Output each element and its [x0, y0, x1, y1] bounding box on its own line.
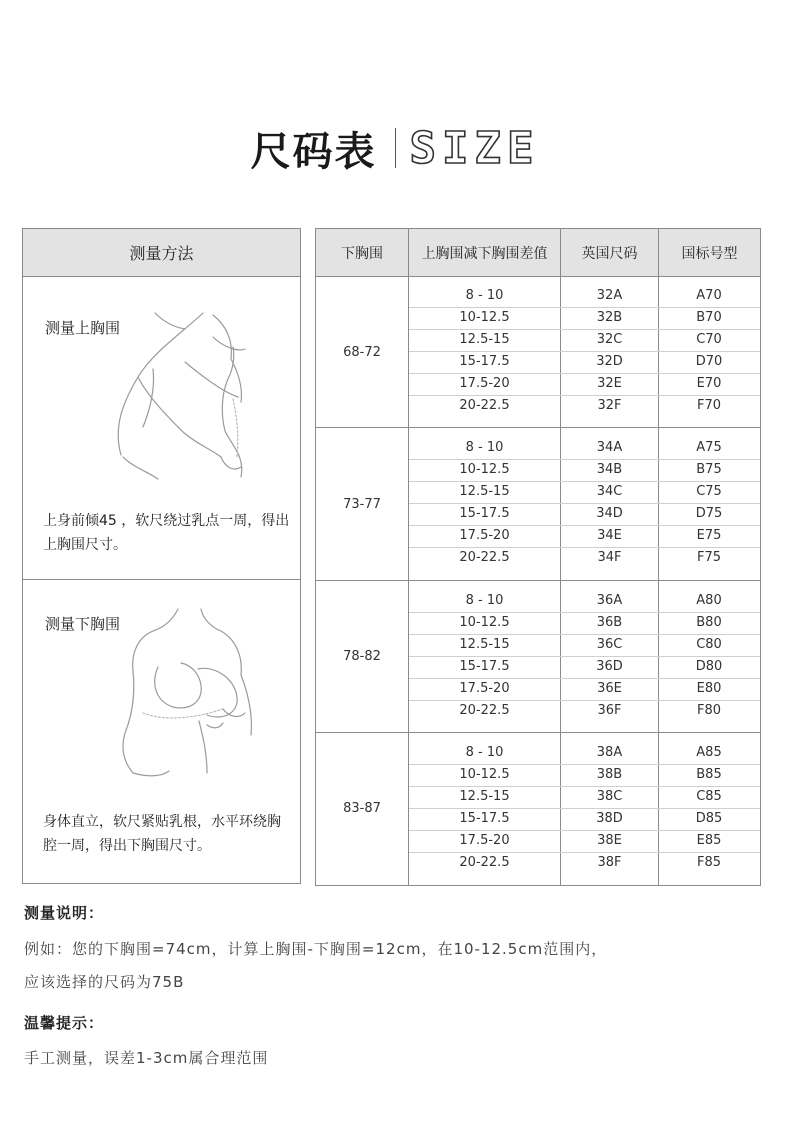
intl-size-cell: C75: [696, 484, 722, 500]
uk-size-cell: 34E: [597, 528, 622, 544]
table-row: [409, 742, 760, 764]
uk-size-cell: 34F: [597, 550, 622, 566]
title-english: SIZE: [409, 122, 540, 174]
size-group: [316, 276, 760, 428]
upper-bust-title: 测量上胸围: [45, 319, 121, 337]
uk-size-cell: 34B: [596, 462, 623, 478]
difference-cell: 20-22.5: [459, 398, 510, 413]
difference-cell: 10-12.5: [459, 614, 510, 630]
difference-cell: 17.5-20: [459, 376, 510, 391]
under-bust-description: 身体直立，软尺紧贴乳根，水平环绕胸腔一周，得出下胸围尺寸。: [43, 814, 281, 854]
measure-note-line1: 例如：您的下胸围=74cm，计算上胸围-下胸围=12cm，在10-12.5cm范围内，: [24, 940, 608, 958]
intl-size-cell: B80: [696, 614, 722, 630]
uk-size-cell: 34C: [596, 484, 623, 500]
difference-cell: 20-22.5: [459, 702, 510, 718]
uk-size-cell: 34A: [596, 440, 623, 456]
intl-size-cell: D85: [695, 810, 723, 826]
difference-cell: 20-22.5: [459, 854, 510, 870]
table-row: [409, 285, 760, 307]
underbust-range: 68-72: [343, 344, 381, 360]
difference-cell: 15-17.5: [459, 810, 510, 826]
header-intl-size: 国标号型: [681, 245, 738, 262]
intl-size-cell: B70: [696, 310, 722, 325]
intl-size-cell: D80: [695, 658, 723, 674]
table-row: [409, 656, 760, 678]
underbust-range: 73-77: [343, 496, 381, 512]
table-row: [409, 437, 760, 459]
table-row: [409, 503, 760, 525]
header-uk-size: 英国尺码: [581, 245, 638, 262]
table-row: [409, 830, 760, 852]
intl-size-cell: D70: [695, 354, 723, 369]
size-group: [316, 733, 760, 885]
uk-size-cell: 38C: [596, 788, 623, 804]
uk-size-cell: 36B: [596, 614, 623, 630]
uk-size-cell: 36D: [596, 658, 623, 674]
intl-size-cell: B85: [696, 766, 722, 782]
difference-cell: 10-12.5: [459, 462, 510, 478]
intl-size-cell: C85: [696, 788, 722, 804]
difference-cell: 20-22.5: [459, 550, 510, 566]
intl-size-cell: C70: [696, 332, 722, 347]
measure-note-line2: 应该选择的尺码为75B: [24, 973, 185, 991]
table-row: [409, 612, 760, 634]
underbust-range: 83-87: [343, 801, 381, 817]
under-bust-section: [23, 580, 300, 883]
tip-title: 温馨提示：: [24, 1014, 105, 1032]
table-row: [409, 786, 760, 808]
uk-size-cell: 32D: [596, 354, 623, 369]
difference-cell: 10-12.5: [459, 766, 510, 782]
uk-size-cell: 32B: [596, 310, 623, 325]
table-row: [409, 634, 760, 656]
size-table: [315, 228, 761, 886]
uk-size-cell: 32F: [597, 398, 622, 413]
header-underbust: 下胸围: [341, 245, 383, 262]
table-row: [409, 329, 760, 351]
uk-size-cell: 38D: [596, 810, 623, 826]
table-row: [409, 547, 760, 569]
title-chinese: 尺码表: [250, 128, 377, 175]
difference-cell: 17.5-20: [459, 528, 510, 544]
difference-cell: 12.5-15: [459, 788, 510, 804]
uk-size-cell: 36A: [596, 592, 623, 608]
measure-note-title: 测量说明：: [24, 904, 105, 922]
difference-cell: 8 - 10: [465, 592, 504, 608]
size-group: [316, 581, 760, 733]
measurement-method-header: 测量方法: [23, 229, 300, 277]
uk-size-cell: 38E: [597, 832, 622, 848]
table-row: [409, 808, 760, 830]
intl-size-cell: E70: [696, 376, 722, 391]
table-row: [409, 590, 760, 612]
table-row: [409, 351, 760, 373]
size-group: [316, 428, 760, 580]
difference-cell: 10-12.5: [459, 310, 510, 325]
intl-size-cell: F80: [696, 702, 722, 718]
intl-size-cell: C80: [696, 636, 722, 652]
uk-size-cell: 34D: [596, 506, 623, 522]
upper-bust-illustration: [93, 307, 293, 487]
difference-cell: 12.5-15: [459, 332, 510, 347]
intl-size-cell: A80: [696, 592, 722, 608]
uk-size-cell: 38B: [596, 766, 623, 782]
table-row: [409, 525, 760, 547]
table-row: [409, 481, 760, 503]
header-difference: 上胸围减下胸围差值: [421, 245, 548, 262]
uk-size-cell: 32E: [597, 376, 622, 391]
intl-size-cell: F85: [696, 854, 722, 870]
intl-size-cell: A75: [696, 440, 722, 456]
intl-size-cell: E85: [696, 832, 722, 848]
difference-cell: 8 - 10: [465, 744, 504, 760]
difference-cell: 15-17.5: [459, 506, 510, 522]
title-divider: [395, 128, 396, 168]
table-row: [409, 700, 760, 722]
uk-size-cell: 38A: [596, 744, 623, 760]
uk-size-cell: 32C: [596, 332, 623, 347]
difference-cell: 17.5-20: [459, 680, 510, 696]
intl-size-cell: D75: [695, 506, 723, 522]
measurement-method-panel: [22, 228, 301, 884]
uk-size-cell: 36F: [597, 702, 622, 718]
table-row: [409, 678, 760, 700]
difference-cell: 17.5-20: [459, 832, 510, 848]
difference-cell: 15-17.5: [459, 658, 510, 674]
intl-size-cell: A70: [696, 288, 722, 303]
uk-size-cell: 32A: [596, 288, 623, 303]
difference-cell: 8 - 10: [465, 440, 504, 456]
table-row: [409, 852, 760, 874]
intl-size-cell: F75: [696, 550, 722, 566]
tip-line: 手工测量，误差1-3cm属合理范围: [24, 1049, 269, 1067]
size-table-header: [316, 229, 760, 277]
upper-bust-description: 上身前倾45 ，软尺绕过乳点一周，得出上胸围尺寸。: [43, 513, 290, 553]
uk-size-cell: 36E: [597, 680, 622, 696]
uk-size-cell: 38F: [597, 854, 622, 870]
table-row: [409, 307, 760, 329]
table-row: [409, 764, 760, 786]
difference-cell: 15-17.5: [459, 354, 510, 369]
intl-size-cell: E80: [696, 680, 722, 696]
under-bust-illustration: [103, 605, 283, 780]
page-title: [0, 118, 790, 178]
intl-size-cell: A85: [696, 744, 722, 760]
intl-size-cell: E75: [696, 528, 722, 544]
uk-size-cell: 36C: [596, 636, 623, 652]
difference-cell: 12.5-15: [459, 636, 510, 652]
table-row: [409, 459, 760, 481]
underbust-range: 78-82: [343, 649, 381, 665]
under-bust-title: 测量下胸围: [45, 615, 121, 633]
upper-bust-section: [23, 277, 300, 580]
difference-cell: 12.5-15: [459, 484, 510, 500]
table-row: [409, 373, 760, 395]
intl-size-cell: B75: [696, 462, 722, 478]
difference-cell: 8 - 10: [465, 288, 504, 303]
intl-size-cell: F70: [696, 398, 722, 413]
table-row: [409, 395, 760, 417]
